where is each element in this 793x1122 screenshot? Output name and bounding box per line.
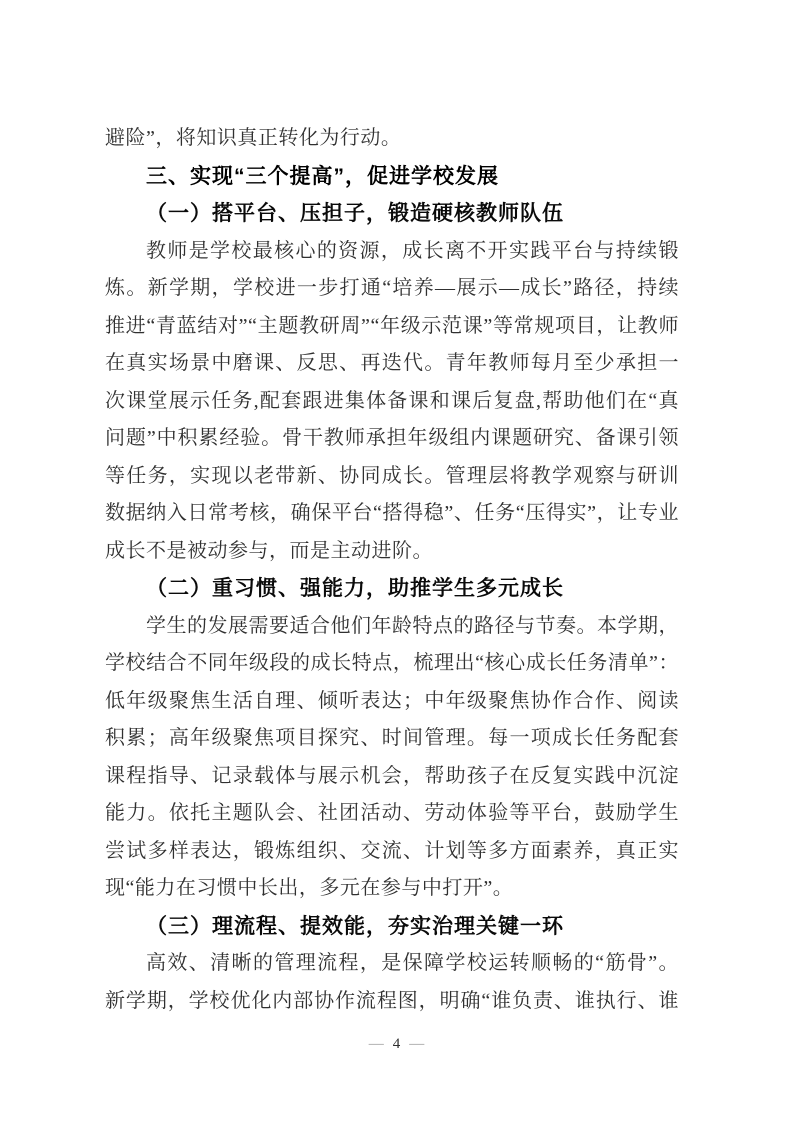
text-line: 教师是学校最核心的资源，成长离不开实践平台与持续锻 (146, 239, 679, 262)
text-line: 积累；高年级聚焦项目探究、时间管理。每一项成长任务配套 (105, 727, 679, 749)
text-line: 推进“青蓝结对”“主题教研周”“年级示范课”等常规项目，让教师 (105, 314, 679, 337)
text-line: 问题”中积累经验。骨干教师承担年级组内课题研究、备课引领 (105, 427, 679, 449)
text-line: 数据纳入日常考核，确保平台“搭得稳”、任务“压得实”，让专业 (105, 502, 679, 524)
text-line: 能力。依托主题队会、社团活动、劳动体验等平台，鼓励学生 (105, 802, 679, 824)
page-footer (0, 1033, 793, 1055)
text-line: 现“能力在习惯中长出，多元在参与中打开”。 (105, 877, 514, 899)
text-line: 避险”，将知识真正转化为行动。 (105, 127, 402, 149)
text-line: 学校结合不同年级段的成长特点，梳理出“核心成长任务清单”： (105, 652, 679, 674)
text-line: 在真实场景中磨课、反思、再迭代。青年教师每月至少承担一 (105, 352, 679, 374)
section-heading: （二）重习惯、强能力，助推学生多元成长 (146, 576, 564, 600)
text-line: 尝试多样表达，锻炼组织、交流、计划等多方面素养，真正实 (105, 839, 679, 862)
text-line: 学生的发展需要适合他们年龄特点的路径与节奏。本学期， (146, 614, 679, 637)
text-line: 成长不是被动参与，而是主动进阶。 (105, 539, 433, 562)
footer-dash-left: — (368, 1036, 384, 1052)
footer-dash-right: — (409, 1036, 425, 1052)
text-line: 炼。新学期，学校进一步打通“培养—展示—成长”路径，持续 (105, 277, 679, 299)
page-number: 4 (392, 1036, 401, 1052)
document-content (105, 120, 679, 1020)
text-line: 新学期，学校优化内部协作流程图，明确“谁负责、谁执行、谁 (105, 989, 679, 1012)
text-line: 低年级聚焦生活自理、倾听表达；中年级聚焦协作合作、阅读 (105, 689, 679, 712)
text-line: 课程指导、记录载体与展示机会，帮助孩子在反复实践中沉淀 (105, 764, 679, 787)
section-heading: 三、实现“三个提高”，促进学校发展 (146, 164, 499, 188)
section-heading: （三）理流程、提效能，夯实治理关键一环 (146, 913, 564, 938)
section-heading: （一）搭平台、压担子，锻造硬核教师队伍 (146, 201, 564, 225)
text-line: 次课堂展示任务,配套跟进集体备课和课后复盘,帮助他们在“真 (105, 389, 679, 412)
text-line: 等任务，实现以老带新、协同成长。管理层将教学观察与研训 (105, 464, 679, 487)
text-line: 高效、清晰的管理流程，是保障学校运转顺畅的“筋骨”。 (146, 952, 679, 974)
